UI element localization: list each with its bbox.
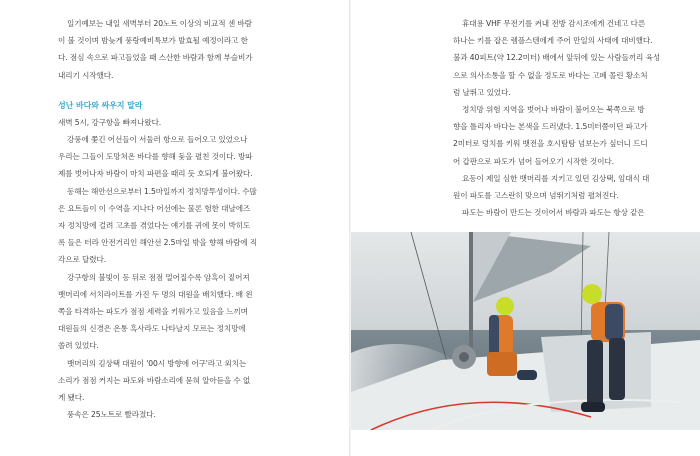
crew-vest — [489, 315, 499, 355]
winch-center — [459, 352, 469, 362]
body-line: 럼 날뛰고 있었다. — [453, 87, 511, 97]
body-line: 소리가 점점 커지는 파도와 바람소리에 묻혀 알아듣을 수 없 — [58, 375, 251, 385]
intro-line: 이 불 것이며 밤늦게 풍랑예비특보가 발효될 예정이라고 한 — [58, 36, 248, 46]
body-line: 자 정치망에 걸려 고초를 겪었다는 얘기를 귀에 못이 박히도 — [58, 221, 251, 231]
paragraph-gap — [58, 84, 294, 97]
body-line: 강풍에 쫓긴 어선들이 서둘러 항으로 들어오고 있었으나 — [67, 135, 248, 145]
body-line: 동해는 해안선으로부터 1.5마일까지 정치망투성이다. 수많 — [67, 186, 257, 196]
crew-helmet — [582, 284, 602, 304]
crew-helmet — [496, 297, 514, 315]
body-line: 쪽을 타격하는 파도가 점점 세력을 키워가고 있음을 느끼며 — [58, 307, 248, 317]
sailing-crew-photo — [351, 232, 700, 430]
body-line: 강구항의 불빛이 등 뒤로 점점 멀어질수록 암흑이 짙어져 — [67, 272, 250, 282]
right-text-column — [453, 15, 675, 221]
mast — [469, 232, 473, 360]
body-line: 각으로 달렸다. — [58, 255, 107, 265]
body-line: 쏠려 있었다. — [58, 341, 99, 351]
body-line: 휴대용 VHF 무전기를 켜내 전방 감시조에게 건네고 다른 — [462, 19, 646, 28]
body-line: 대원들의 신경은 온통 흑사라도 나타날지 모르는 정치망에 — [58, 324, 246, 334]
body-line: 제를 벗어나자 바람이 마치 파편을 때리 듯 호되게 불어왔다. — [58, 169, 253, 179]
body-line: 원이 파도를 고스란히 맞으며 넘뛰기처럼 펼쳐진다. — [453, 191, 619, 201]
body-line: 요동이 제일 심한 뱃머리를 지키고 있던 김상택, 임대식 대 — [462, 173, 650, 183]
body-line: 2미터로 덩치를 키워 뱃전을 호시탐탐 넘보는가 싶더니 드디 — [453, 139, 648, 149]
crew-boot — [581, 402, 605, 412]
crew-leg — [609, 338, 625, 400]
intro-line: 일기예보는 내일 새벽부터 20노트 이상의 비교적 센 바람 — [67, 19, 252, 28]
body-line: 뱃머리에 서치라이트를 가진 두 명의 대원을 배치했다. 배 왼 — [58, 289, 253, 299]
left-text-column — [58, 15, 294, 423]
sailing-photo-illustration — [351, 232, 700, 430]
body-line: 새벽 5시, 강구항을 빠져나왔다. — [58, 117, 162, 127]
body-line: 어 갑판으로 파도가 넘어 들어오기 시작한 것이다. — [453, 156, 614, 166]
crew-vest — [605, 304, 623, 340]
body-line: 우리는 그들이 도망쳐온 바다를 향해 돛을 펼친 것이다. 방파 — [58, 152, 253, 162]
body-line: 하나는 키를 잡은 렘플스텐에게 주어 만일의 사태에 대비했다. — [453, 36, 653, 46]
section-heading: 성난 바다와 싸우지 말라 — [58, 100, 143, 110]
body-line: 으로 의사소통을 할 수 없을 정도로 바다는 고폐 몰린 황소처 — [453, 70, 648, 80]
body-line: 록 들은 터라 안전거리인 해안선 2.5마일 밖을 향해 바람에 직 — [58, 238, 258, 248]
crew-leg — [587, 340, 603, 406]
intro-line: 다. 점심 속으로 파고들었을 때 스산한 바람과 함께 부슬비가 — [58, 53, 253, 63]
body-line: 불과 40피트(약 12.2미터) 배에서 앞뒤에 있는 사람들끼리 육성 — [453, 53, 661, 63]
body-line: 향을 틀리자 바다는 본색을 드러냈다. 1.5미터쯤이던 파고가 — [453, 122, 648, 132]
body-line: 정치망 위험 지역을 벗어나 바람이 불어오는 북쪽으로 방 — [462, 105, 645, 115]
crew-boot — [517, 370, 537, 380]
body-line: 은 요트들이 이 수역을 지나다 어선에는 물론 험한 대날에즈 — [58, 203, 251, 213]
body-line: 게 됐다. — [58, 393, 85, 403]
body-line: 뱃머리의 김상택 대원이 '00시 방향에 어구'라고 외치는 — [67, 358, 247, 368]
intro-line: 내리기 시작했다. — [58, 70, 114, 80]
crew-trousers — [487, 352, 517, 376]
body-line: 풍속은 25노트로 빨라졌다. — [67, 410, 156, 420]
body-line: 파도는 바람이 만드는 것이어서 바람과 파도는 항상 같은 — [462, 208, 645, 218]
